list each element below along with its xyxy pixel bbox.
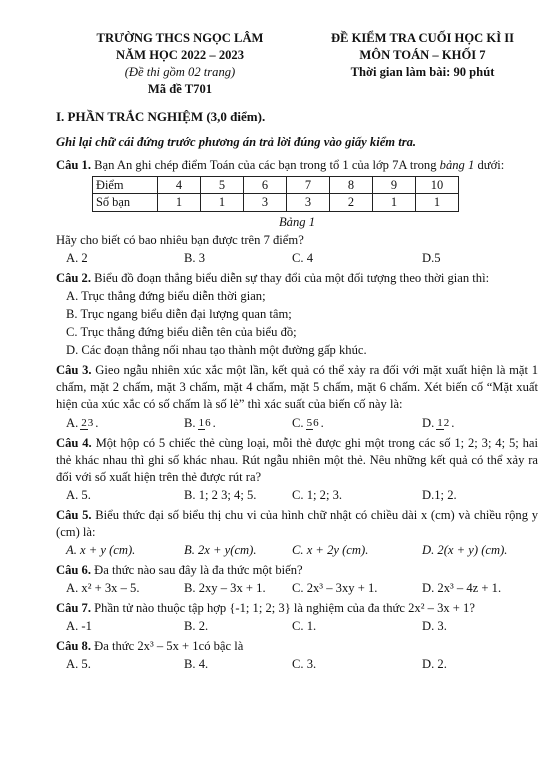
table-cell: 1	[373, 194, 416, 212]
question-text: Đa thức 2x³ – 5x + 1có bậc là	[94, 639, 244, 654]
option-c: C. 3.	[292, 657, 317, 672]
table-reference: bảng 1	[439, 157, 475, 172]
school-name: TRƯỜNG THCS NGỌC LÂM	[96, 31, 264, 45]
question-label: Câu 1.	[56, 157, 91, 172]
question-text: Phần tử nào thuộc tập hợp {-1; 1; 2; 3} là nghiệm của đa thức 2x² – 3x + 1?	[94, 601, 475, 616]
option-a: A. -1	[66, 619, 92, 634]
question-label: Câu 3.	[56, 363, 92, 378]
table-cell: 8	[330, 176, 373, 194]
question-text: Đa thức nào sau đây là đa thức một biến?	[94, 563, 303, 578]
fraction	[306, 418, 319, 430]
table-cell: 2	[330, 194, 373, 212]
option-b: B. 3	[184, 251, 205, 266]
table-cell: 1	[201, 194, 244, 212]
option-a: A. 23 .	[66, 416, 99, 431]
option-c: C. 1; 2; 3.	[292, 488, 343, 503]
question-label: Câu 6.	[56, 563, 91, 578]
question-1	[56, 157, 538, 174]
table-cell: 3	[287, 194, 330, 212]
option-a: A. Trục thẳng đứng biểu diễn thời gian;	[66, 289, 266, 304]
fraction	[198, 418, 211, 430]
option-c: C. 2x³ – 3xy + 1.	[292, 581, 378, 596]
question-8-options	[66, 656, 538, 673]
fraction	[80, 418, 93, 430]
denominator: 3	[87, 417, 94, 430]
option-a: A. 2	[66, 251, 88, 266]
option-b: B. 2.	[184, 619, 209, 634]
exam-title: ĐỀ KIỂM TRA CUỐI HỌC KÌ II	[330, 31, 515, 45]
option-c: C. 1.	[292, 619, 317, 634]
pages-note: (Đề thi gồm 02 trang)	[124, 65, 236, 79]
option-d: D. 2(x + y) (cm).	[422, 543, 508, 558]
question-label: Câu 8.	[56, 639, 91, 654]
table-row	[93, 194, 459, 212]
question-text: Biểu đồ đoạn thẳng biểu diễn sự thay đổi của một đối tượng theo thời gian thì:	[94, 271, 490, 286]
question-3-options	[66, 415, 538, 432]
question-text: Một hộp có 5 chiếc thẻ cùng loại, mỗi thẻ được ghi một trong các số 1; 2; 3; 4; 5; hai thẻ khác nhau thì ghi số khác nhau. Rút ngẫu nhiên một thẻ. Nêu những kết quả có thể xảy ra đối với số xuất hiện trên thẻ được rút ra?	[56, 436, 538, 485]
question-text: Gieo ngẫu nhiên xúc xắc một lần, kết quả có thể xảy ra đối với mặt xuất hiện là mặt 1 chấm, mặt 2 chấm, mặt 3 chấm, mặt 4 chấm, mặt 5 chấm, mặt 6 chấm. Xét biến cố “Mặt xuất hiện của xúc xắc có số chấm là số lẻ” thì xác suất của biến cố này là:	[56, 363, 539, 412]
option-d: D. 2x³ – 4z + 1.	[422, 581, 502, 596]
option-letter: D.	[422, 416, 435, 431]
denominator: 2	[443, 417, 450, 430]
score-table	[92, 176, 459, 212]
table-cell: 3	[244, 194, 287, 212]
option-d: D. 3.	[422, 619, 447, 634]
question-4-options	[66, 487, 538, 504]
question-7	[56, 600, 538, 617]
option-d: D.1; 2.	[422, 488, 457, 503]
option-c: C. 4	[292, 251, 313, 266]
question-text-end: dưới:	[477, 157, 505, 172]
question-text: Bạn An ghi chép điểm Toán của các bạn trong tổ 1 của lớp 7A trong	[94, 157, 437, 172]
table-cell: 5	[201, 176, 244, 194]
option-d: D. 12 .	[422, 416, 455, 431]
option-a: A. x + y (cm).	[66, 543, 136, 558]
question-1-prompt: Hãy cho biết có bao nhiêu bạn được trên 7 điểm?	[56, 233, 304, 248]
question-5-options	[66, 542, 538, 559]
option-d: D.5	[422, 251, 441, 266]
numerator: 1	[437, 417, 443, 430]
numerator: 1	[198, 417, 205, 430]
table-caption: Bảng 1	[278, 215, 316, 230]
fraction	[436, 418, 449, 430]
table-cell: 7	[287, 176, 330, 194]
option-b: B. 4.	[184, 657, 209, 672]
table-row	[93, 176, 459, 194]
table-cell: 1	[158, 194, 201, 212]
question-3	[56, 362, 538, 413]
question-label: Câu 7.	[56, 601, 91, 616]
option-b: B. 16 .	[184, 416, 216, 431]
question-2	[56, 270, 538, 287]
option-c: C. Trục thẳng đứng biểu diễn tên của biểu đồ;	[66, 325, 297, 340]
exam-header	[300, 30, 545, 81]
option-b: B. 1; 2 3; 4; 5.	[184, 488, 257, 503]
row-header: Điểm	[93, 176, 158, 194]
question-7-options	[66, 618, 538, 635]
option-letter: B.	[184, 416, 196, 431]
table-cell: 4	[158, 176, 201, 194]
question-8	[56, 638, 538, 655]
question-6-options	[66, 580, 538, 597]
row-header: Số bạn	[93, 194, 158, 212]
option-c: C. 56 .	[292, 416, 324, 431]
section-title: I. PHẦN TRẮC NGHIỆM (3,0 điểm).	[56, 109, 266, 124]
question-6	[56, 562, 538, 579]
table-cell: 10	[416, 176, 459, 194]
question-label: Câu 5.	[56, 508, 92, 523]
school-header	[70, 30, 290, 98]
table-cell: 6	[244, 176, 287, 194]
option-b: B. 2x + y(cm).	[184, 543, 257, 558]
table-cell: 1	[416, 194, 459, 212]
numerator: 5	[306, 417, 313, 430]
option-b: B. Trục ngang biểu diễn đại lượng quan tâm;	[66, 307, 292, 322]
exam-body	[56, 108, 538, 676]
question-label: Câu 2.	[56, 271, 91, 286]
exam-subject: MÔN TOÁN – KHỐI 7	[359, 48, 486, 62]
option-c: C. x + 2y (cm).	[292, 543, 369, 558]
school-year: NĂM HỌC 2022 – 2023	[115, 48, 245, 62]
question-label: Câu 4.	[56, 436, 92, 451]
option-a: A. x² + 3x – 5.	[66, 581, 140, 596]
option-d: D. Các đoạn thẳng nối nhau tạo thành một đường gấp khúc.	[66, 343, 367, 358]
question-1-options	[66, 250, 538, 267]
question-4	[56, 435, 538, 486]
option-a: A. 5.	[66, 488, 91, 503]
exam-code: Mã đề T701	[147, 82, 213, 96]
option-letter: A.	[66, 416, 79, 431]
denominator: 6	[205, 417, 211, 430]
question-text: Biểu thức đại số biểu thị chu vi của hình chữ nhật có chiều dài x (cm) và chiều rộng y (cm) là:	[56, 508, 539, 540]
question-5	[56, 507, 538, 541]
option-letter: C.	[292, 416, 304, 431]
option-d: D. 2.	[422, 657, 447, 672]
option-a: A. 5.	[66, 657, 91, 672]
table-cell: 9	[373, 176, 416, 194]
denominator: 6	[313, 417, 319, 430]
numerator: 2	[81, 417, 87, 430]
exam-duration: Thời gian làm bài: 90 phút	[350, 65, 495, 79]
section-instruction: Ghi lại chữ cái đứng trước phương án trả lời đúng vào giấy kiểm tra.	[56, 134, 417, 149]
option-b: B. 2xy – 3x + 1.	[184, 581, 266, 596]
